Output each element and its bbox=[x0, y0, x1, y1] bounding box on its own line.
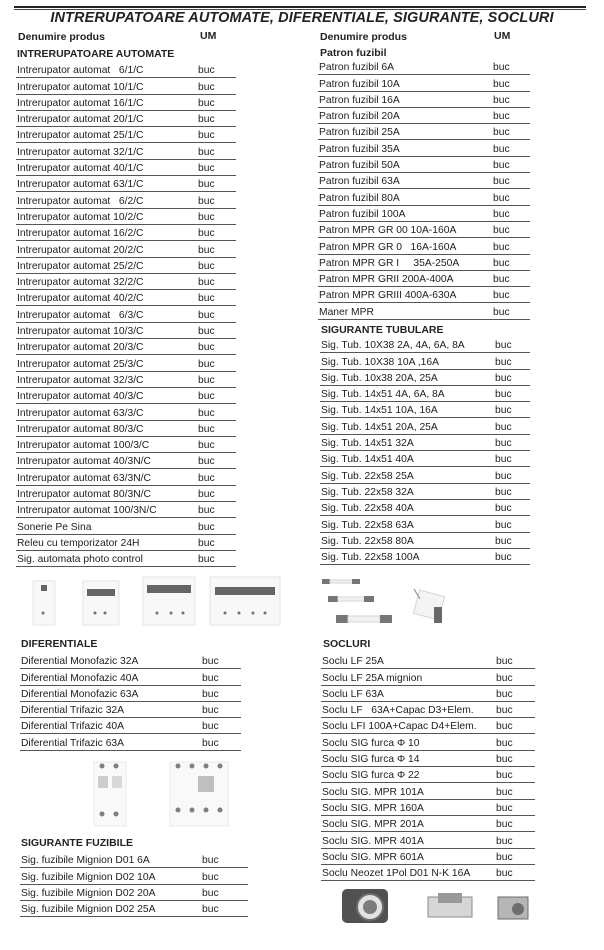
product-um: buc bbox=[495, 503, 512, 515]
product-um: buc bbox=[493, 225, 510, 237]
product-um: buc bbox=[198, 277, 215, 289]
product-name: Patron MPR GRII 200A-400A bbox=[319, 274, 454, 286]
product-um: buc bbox=[496, 851, 513, 863]
list-item bbox=[318, 59, 530, 75]
list-item bbox=[16, 453, 236, 469]
product-name: Diferential Trifazic 40A bbox=[21, 721, 125, 733]
product-um: buc bbox=[496, 835, 513, 847]
product-name: Soclu SIG furca Φ 22 bbox=[322, 770, 420, 782]
product-name: Intrerupator automat 63/3N/C bbox=[17, 472, 151, 484]
list-item bbox=[20, 852, 248, 868]
list-item bbox=[16, 192, 236, 208]
list-item bbox=[318, 189, 530, 205]
product-name: Soclu LF 63A+Capac D3+Elem. bbox=[322, 705, 474, 717]
product-name: Soclu SIG. MPR 101A bbox=[322, 786, 424, 798]
list-item bbox=[318, 238, 530, 254]
product-um: buc bbox=[198, 505, 215, 517]
list-item bbox=[318, 92, 530, 108]
product-name: Intrerupator automat 25/3/C bbox=[17, 358, 144, 370]
list-tubulare bbox=[320, 337, 530, 565]
product-name: Intrerupator automat 10/1/C bbox=[17, 81, 144, 93]
product-um: buc bbox=[493, 306, 510, 318]
product-um: buc bbox=[198, 391, 215, 403]
product-um: buc bbox=[202, 688, 219, 700]
list-item bbox=[321, 832, 535, 848]
product-um: buc bbox=[198, 81, 215, 93]
list-item bbox=[16, 372, 236, 388]
list-item bbox=[16, 404, 236, 420]
product-um: buc bbox=[496, 819, 513, 831]
list-item bbox=[318, 124, 530, 140]
list-item bbox=[320, 516, 530, 532]
product-name: Sig. Tub. 22x58 80A bbox=[321, 535, 414, 547]
product-um: buc bbox=[198, 97, 215, 109]
product-name: Intrerupator automat 25/2/C bbox=[17, 260, 144, 272]
product-name: Sig. Tub. 22x58 25A bbox=[321, 470, 414, 482]
section-title-socluri: SOCLURI bbox=[323, 638, 371, 650]
product-name: Patron fuzibil 35A bbox=[319, 143, 400, 155]
section-title-diferentiale: DIFERENTIALE bbox=[21, 638, 98, 650]
list-item bbox=[320, 353, 530, 369]
product-name: Diferential Monofazic 63A bbox=[21, 688, 139, 700]
list-item bbox=[16, 225, 236, 241]
product-name: Intrerupator automat 6/3/C bbox=[17, 309, 144, 321]
product-name: Sig. Tub. 10X38 2A, 4A, 6A, 8A bbox=[321, 340, 465, 352]
breaker-images bbox=[25, 573, 295, 629]
list-item bbox=[20, 686, 241, 702]
product-um: buc bbox=[198, 423, 215, 435]
list-item bbox=[321, 702, 535, 718]
product-um: buc bbox=[198, 163, 215, 175]
list-item bbox=[321, 865, 535, 881]
product-um: buc bbox=[495, 486, 512, 498]
product-name: Intrerupator automat 80/3N/C bbox=[17, 489, 151, 501]
product-um: buc bbox=[493, 62, 510, 74]
list-item bbox=[318, 173, 530, 189]
product-um: buc bbox=[198, 407, 215, 419]
list-item bbox=[318, 303, 530, 319]
product-name: Sig. fuzibile Mignion D01 6A bbox=[21, 855, 150, 867]
product-name: Intrerupator automat 20/3/C bbox=[17, 342, 144, 354]
product-um: buc bbox=[198, 537, 215, 549]
product-um: buc bbox=[495, 470, 512, 482]
product-name: Patron fuzibil 100A bbox=[319, 208, 406, 220]
header-left-name: Denumire produs bbox=[18, 31, 105, 43]
product-name: Soclu LF 25A bbox=[322, 656, 384, 668]
product-um: buc bbox=[493, 111, 510, 123]
product-name: Intrerupator automat 40/3N/C bbox=[17, 456, 151, 468]
list-item bbox=[321, 718, 535, 734]
list-item bbox=[16, 339, 236, 355]
list-item bbox=[16, 486, 236, 502]
product-name: Intrerupator automat 20/2/C bbox=[17, 244, 144, 256]
product-um: buc bbox=[495, 405, 512, 417]
list-item bbox=[16, 355, 236, 371]
list-item bbox=[16, 323, 236, 339]
product-um: buc bbox=[198, 521, 215, 533]
product-name: Sig. Tub. 22x58 40A bbox=[321, 503, 414, 515]
product-um: buc bbox=[198, 244, 215, 256]
list-item bbox=[321, 669, 535, 685]
product-name: Diferential Trifazic 63A bbox=[21, 737, 125, 749]
list-item bbox=[16, 388, 236, 404]
product-um: buc bbox=[493, 94, 510, 106]
list-item bbox=[321, 751, 535, 767]
list-item bbox=[16, 306, 236, 322]
header-left-um: UM bbox=[200, 30, 217, 42]
list-item bbox=[320, 500, 530, 516]
product-name: Soclu SIG. MPR 601A bbox=[322, 851, 424, 863]
product-name: Sig. fuzibile Mignion D02 25A bbox=[21, 904, 156, 916]
product-name: Soclu SIG. MPR 201A bbox=[322, 819, 424, 831]
product-name: Patron MPR GR 00 10A-160A bbox=[319, 225, 457, 237]
product-um: buc bbox=[202, 672, 219, 684]
product-um: buc bbox=[198, 195, 215, 207]
product-name: Intrerupator automat 10/2/C bbox=[17, 211, 144, 223]
product-name: Sig. Tub. 22x58 63A bbox=[321, 519, 414, 531]
list-item bbox=[318, 271, 530, 287]
list-item bbox=[318, 255, 530, 271]
product-um: buc bbox=[495, 535, 512, 547]
product-um: buc bbox=[496, 770, 513, 782]
product-um: buc bbox=[493, 192, 510, 204]
list-item bbox=[20, 669, 241, 685]
section-title-fuzibile: SIGURANTE FUZIBILE bbox=[21, 837, 133, 849]
list-fuzibile bbox=[20, 852, 248, 917]
product-name: Patron MPR GR I 35A-250A bbox=[319, 257, 460, 269]
product-um: buc bbox=[495, 372, 512, 384]
product-name: Intrerupator automat 100/3/C bbox=[17, 440, 150, 452]
product-um: buc bbox=[496, 656, 513, 668]
product-name: Sig. Tub. 14x51 20A, 25A bbox=[321, 421, 438, 433]
list-item bbox=[20, 734, 241, 750]
product-um: buc bbox=[495, 438, 512, 450]
product-um: buc bbox=[202, 721, 219, 733]
product-name: Patron fuzibil 25A bbox=[319, 127, 400, 139]
list-item bbox=[20, 868, 248, 884]
product-um: buc bbox=[496, 737, 513, 749]
list-item bbox=[16, 518, 236, 534]
product-name: Sig. Tub. 14x51 32A bbox=[321, 438, 414, 450]
product-name: Soclu SIG furca Φ 14 bbox=[322, 754, 420, 766]
product-um: buc bbox=[198, 211, 215, 223]
product-name: Patron fuzibil 16A bbox=[319, 94, 400, 106]
list-item bbox=[16, 95, 236, 111]
list-item bbox=[20, 885, 248, 901]
product-name: Intrerupator automat 80/3/C bbox=[17, 423, 144, 435]
product-um: buc bbox=[198, 554, 215, 566]
product-name: Intrerupator automat 100/3N/C bbox=[17, 505, 157, 517]
list-item bbox=[320, 418, 530, 434]
product-name: Intrerupator automat 32/2/C bbox=[17, 277, 144, 289]
product-name: Diferential Trifazic 32A bbox=[21, 705, 125, 717]
list-intrerupatoare bbox=[16, 62, 236, 567]
list-item bbox=[16, 258, 236, 274]
list-item bbox=[16, 274, 236, 290]
breaker-photo-icon bbox=[25, 573, 295, 629]
product-name: Patron fuzibil 63A bbox=[319, 176, 400, 188]
product-um: buc bbox=[495, 356, 512, 368]
product-um: buc bbox=[198, 228, 215, 240]
product-name: Diferential Monofazic 32A bbox=[21, 656, 139, 668]
product-um: buc bbox=[198, 65, 215, 77]
product-name: Patron fuzibil 20A bbox=[319, 111, 400, 123]
product-um: buc bbox=[198, 358, 215, 370]
product-name: Sig. Tub. 10x38 20A, 25A bbox=[321, 372, 438, 384]
product-um: buc bbox=[493, 208, 510, 220]
product-um: buc bbox=[496, 868, 513, 880]
list-item bbox=[16, 127, 236, 143]
product-name: Patron fuzibil 10A bbox=[319, 78, 400, 90]
product-name: Intrerupator automat 63/3/C bbox=[17, 407, 144, 419]
list-patron bbox=[318, 59, 530, 320]
list-item bbox=[318, 108, 530, 124]
product-um: buc bbox=[493, 274, 510, 286]
list-item bbox=[320, 451, 530, 467]
product-name: Sig. fuzibile Mignion D02 10A bbox=[21, 871, 156, 883]
product-um: buc bbox=[202, 871, 219, 883]
product-name: Intrerupator automat 32/3/C bbox=[17, 374, 144, 386]
product-um: buc bbox=[496, 672, 513, 684]
product-name: Soclu LFI 100A+Capac D4+Elem. bbox=[322, 721, 477, 733]
list-item bbox=[318, 140, 530, 156]
product-um: buc bbox=[496, 754, 513, 766]
section-title-intrerupatoare: INTRERUPATOARE AUTOMATE bbox=[17, 48, 175, 60]
list-item bbox=[321, 800, 535, 816]
list-item bbox=[321, 686, 535, 702]
product-name: Patron MPR GR 0 16A-160A bbox=[319, 241, 457, 253]
product-um: buc bbox=[202, 656, 219, 668]
list-item bbox=[16, 111, 236, 127]
list-item bbox=[318, 206, 530, 222]
product-name: Soclu SIG furca Φ 10 bbox=[322, 737, 420, 749]
product-um: buc bbox=[496, 705, 513, 717]
list-item bbox=[320, 549, 530, 565]
tubular-fuse-photo-icon bbox=[318, 573, 468, 635]
rcd-photo-icon bbox=[90, 758, 240, 830]
product-um: buc bbox=[198, 309, 215, 321]
product-um: buc bbox=[198, 114, 215, 126]
list-item bbox=[318, 157, 530, 173]
product-um: buc bbox=[495, 421, 512, 433]
list-item bbox=[318, 75, 530, 91]
list-socluri bbox=[321, 653, 535, 881]
list-item bbox=[16, 421, 236, 437]
list-item bbox=[320, 533, 530, 549]
product-um: buc bbox=[493, 78, 510, 90]
list-item bbox=[320, 370, 530, 386]
list-item bbox=[320, 337, 530, 353]
product-name: Intrerupator automat 6/1/C bbox=[17, 65, 144, 77]
product-um: buc bbox=[495, 340, 512, 352]
list-item bbox=[16, 209, 236, 225]
product-um: buc bbox=[198, 179, 215, 191]
product-um: buc bbox=[198, 260, 215, 272]
list-item bbox=[318, 222, 530, 238]
product-um: buc bbox=[495, 552, 512, 564]
product-um: buc bbox=[496, 688, 513, 700]
socket-images bbox=[338, 885, 538, 931]
list-item bbox=[321, 783, 535, 799]
product-um: buc bbox=[198, 326, 215, 338]
product-name: Intrerupator automat 32/1/C bbox=[17, 146, 144, 158]
product-name: Sig. Tub. 14x51 4A, 6A, 8A bbox=[321, 389, 445, 401]
product-um: buc bbox=[495, 389, 512, 401]
list-diferentiale bbox=[20, 653, 241, 751]
product-name: Soclu SIG. MPR 401A bbox=[322, 835, 424, 847]
product-name: Sig. Tub. 14x51 10A, 16A bbox=[321, 405, 438, 417]
header-right-name: Denumire produs bbox=[320, 31, 407, 43]
product-name: Soclu Neozet 1Pol D01 N-K 16A bbox=[322, 868, 471, 880]
product-name: Patron fuzibil 80A bbox=[319, 192, 400, 204]
fuse-socket-photo-icon bbox=[338, 885, 538, 931]
product-um: buc bbox=[198, 489, 215, 501]
page-title: INTRERUPATOARE AUTOMATE, DIFERENTIALE, SIGURANTE, SOCLURI bbox=[50, 10, 554, 26]
product-um: buc bbox=[198, 293, 215, 305]
product-name: Maner MPR bbox=[319, 306, 374, 318]
list-item bbox=[16, 290, 236, 306]
product-name: Patron fuzibil 50A bbox=[319, 160, 400, 172]
product-name: Intrerupator automat 40/1/C bbox=[17, 163, 144, 175]
list-item bbox=[321, 767, 535, 783]
list-item bbox=[16, 535, 236, 551]
rcd-images bbox=[90, 758, 240, 830]
product-name: Soclu LF 63A bbox=[322, 688, 384, 700]
product-um: buc bbox=[495, 519, 512, 531]
product-name: Soclu SIG. MPR 160A bbox=[322, 802, 424, 814]
product-um: buc bbox=[202, 705, 219, 717]
product-um: buc bbox=[202, 904, 219, 916]
product-name: Diferential Monofazic 40A bbox=[21, 672, 139, 684]
list-item bbox=[321, 653, 535, 669]
product-um: buc bbox=[202, 855, 219, 867]
list-item bbox=[16, 78, 236, 94]
product-name: Soclu LF 25A mignion bbox=[322, 672, 423, 684]
product-um: buc bbox=[493, 127, 510, 139]
product-um: buc bbox=[493, 290, 510, 302]
product-um: buc bbox=[493, 176, 510, 188]
list-item bbox=[16, 160, 236, 176]
list-item bbox=[320, 402, 530, 418]
list-item bbox=[20, 901, 248, 917]
product-name: Intrerupator automat 40/2/C bbox=[17, 293, 144, 305]
product-um: buc bbox=[493, 143, 510, 155]
product-name: Intrerupator automat 25/1/C bbox=[17, 130, 144, 142]
product-name: Intrerupator automat 16/1/C bbox=[17, 97, 144, 109]
header-right-um: UM bbox=[494, 30, 511, 42]
product-um: buc bbox=[198, 146, 215, 158]
list-item bbox=[20, 702, 241, 718]
list-item bbox=[16, 176, 236, 192]
product-um: buc bbox=[493, 160, 510, 172]
section-title-patron: Patron fuzibil bbox=[320, 47, 387, 59]
product-name: Sig. Tub. 14x51 40A bbox=[321, 454, 414, 466]
product-um: buc bbox=[198, 130, 215, 142]
product-um: buc bbox=[198, 456, 215, 468]
product-um: buc bbox=[202, 887, 219, 899]
product-name: Sig. Tub. 22x58 32A bbox=[321, 486, 414, 498]
list-item bbox=[16, 437, 236, 453]
list-item bbox=[20, 718, 241, 734]
product-name: Sonerie Pe Sina bbox=[17, 521, 92, 533]
product-name: Intrerupator automat 10/3/C bbox=[17, 326, 144, 338]
product-um: buc bbox=[493, 257, 510, 269]
list-item bbox=[16, 502, 236, 518]
product-name: Sig. fuzibile Mignion D02 20A bbox=[21, 887, 156, 899]
product-um: buc bbox=[493, 241, 510, 253]
list-item bbox=[321, 734, 535, 750]
list-item bbox=[321, 816, 535, 832]
list-item bbox=[20, 653, 241, 669]
list-item bbox=[320, 467, 530, 483]
product-um: buc bbox=[496, 721, 513, 733]
list-item bbox=[16, 551, 236, 567]
product-um: buc bbox=[496, 802, 513, 814]
list-item bbox=[16, 241, 236, 257]
list-item bbox=[16, 62, 236, 78]
product-name: Intrerupator automat 20/1/C bbox=[17, 114, 144, 126]
product-name: Releu cu temporizator 24H bbox=[17, 537, 140, 549]
section-title-tubulare: SIGURANTE TUBULARE bbox=[321, 324, 444, 336]
product-um: buc bbox=[202, 737, 219, 749]
fuse-images bbox=[318, 573, 468, 635]
product-um: buc bbox=[496, 786, 513, 798]
product-um: buc bbox=[495, 454, 512, 466]
list-item bbox=[16, 143, 236, 159]
product-um: buc bbox=[198, 472, 215, 484]
product-name: Intrerupator automat 16/2/C bbox=[17, 228, 144, 240]
product-um: buc bbox=[198, 440, 215, 452]
product-um: buc bbox=[198, 374, 215, 386]
product-um: buc bbox=[198, 342, 215, 354]
product-name: Intrerupator automat 40/3/C bbox=[17, 391, 144, 403]
list-item bbox=[318, 287, 530, 303]
product-name: Intrerupator automat 63/1/C bbox=[17, 179, 144, 191]
list-item bbox=[16, 469, 236, 485]
list-item bbox=[320, 386, 530, 402]
list-item bbox=[320, 435, 530, 451]
list-item bbox=[321, 849, 535, 865]
list-item bbox=[320, 484, 530, 500]
product-name: Patron fuzibil 6A bbox=[319, 62, 394, 74]
product-name: Sig. Tub. 22x58 100A bbox=[321, 552, 420, 564]
product-name: Patron MPR GRIII 400A-630A bbox=[319, 290, 457, 302]
product-name: Intrerupator automat 6/2/C bbox=[17, 195, 144, 207]
product-name: Sig. Tub. 10X38 10A ,16A bbox=[321, 356, 439, 368]
product-name: Sig. automata photo control bbox=[17, 554, 143, 566]
